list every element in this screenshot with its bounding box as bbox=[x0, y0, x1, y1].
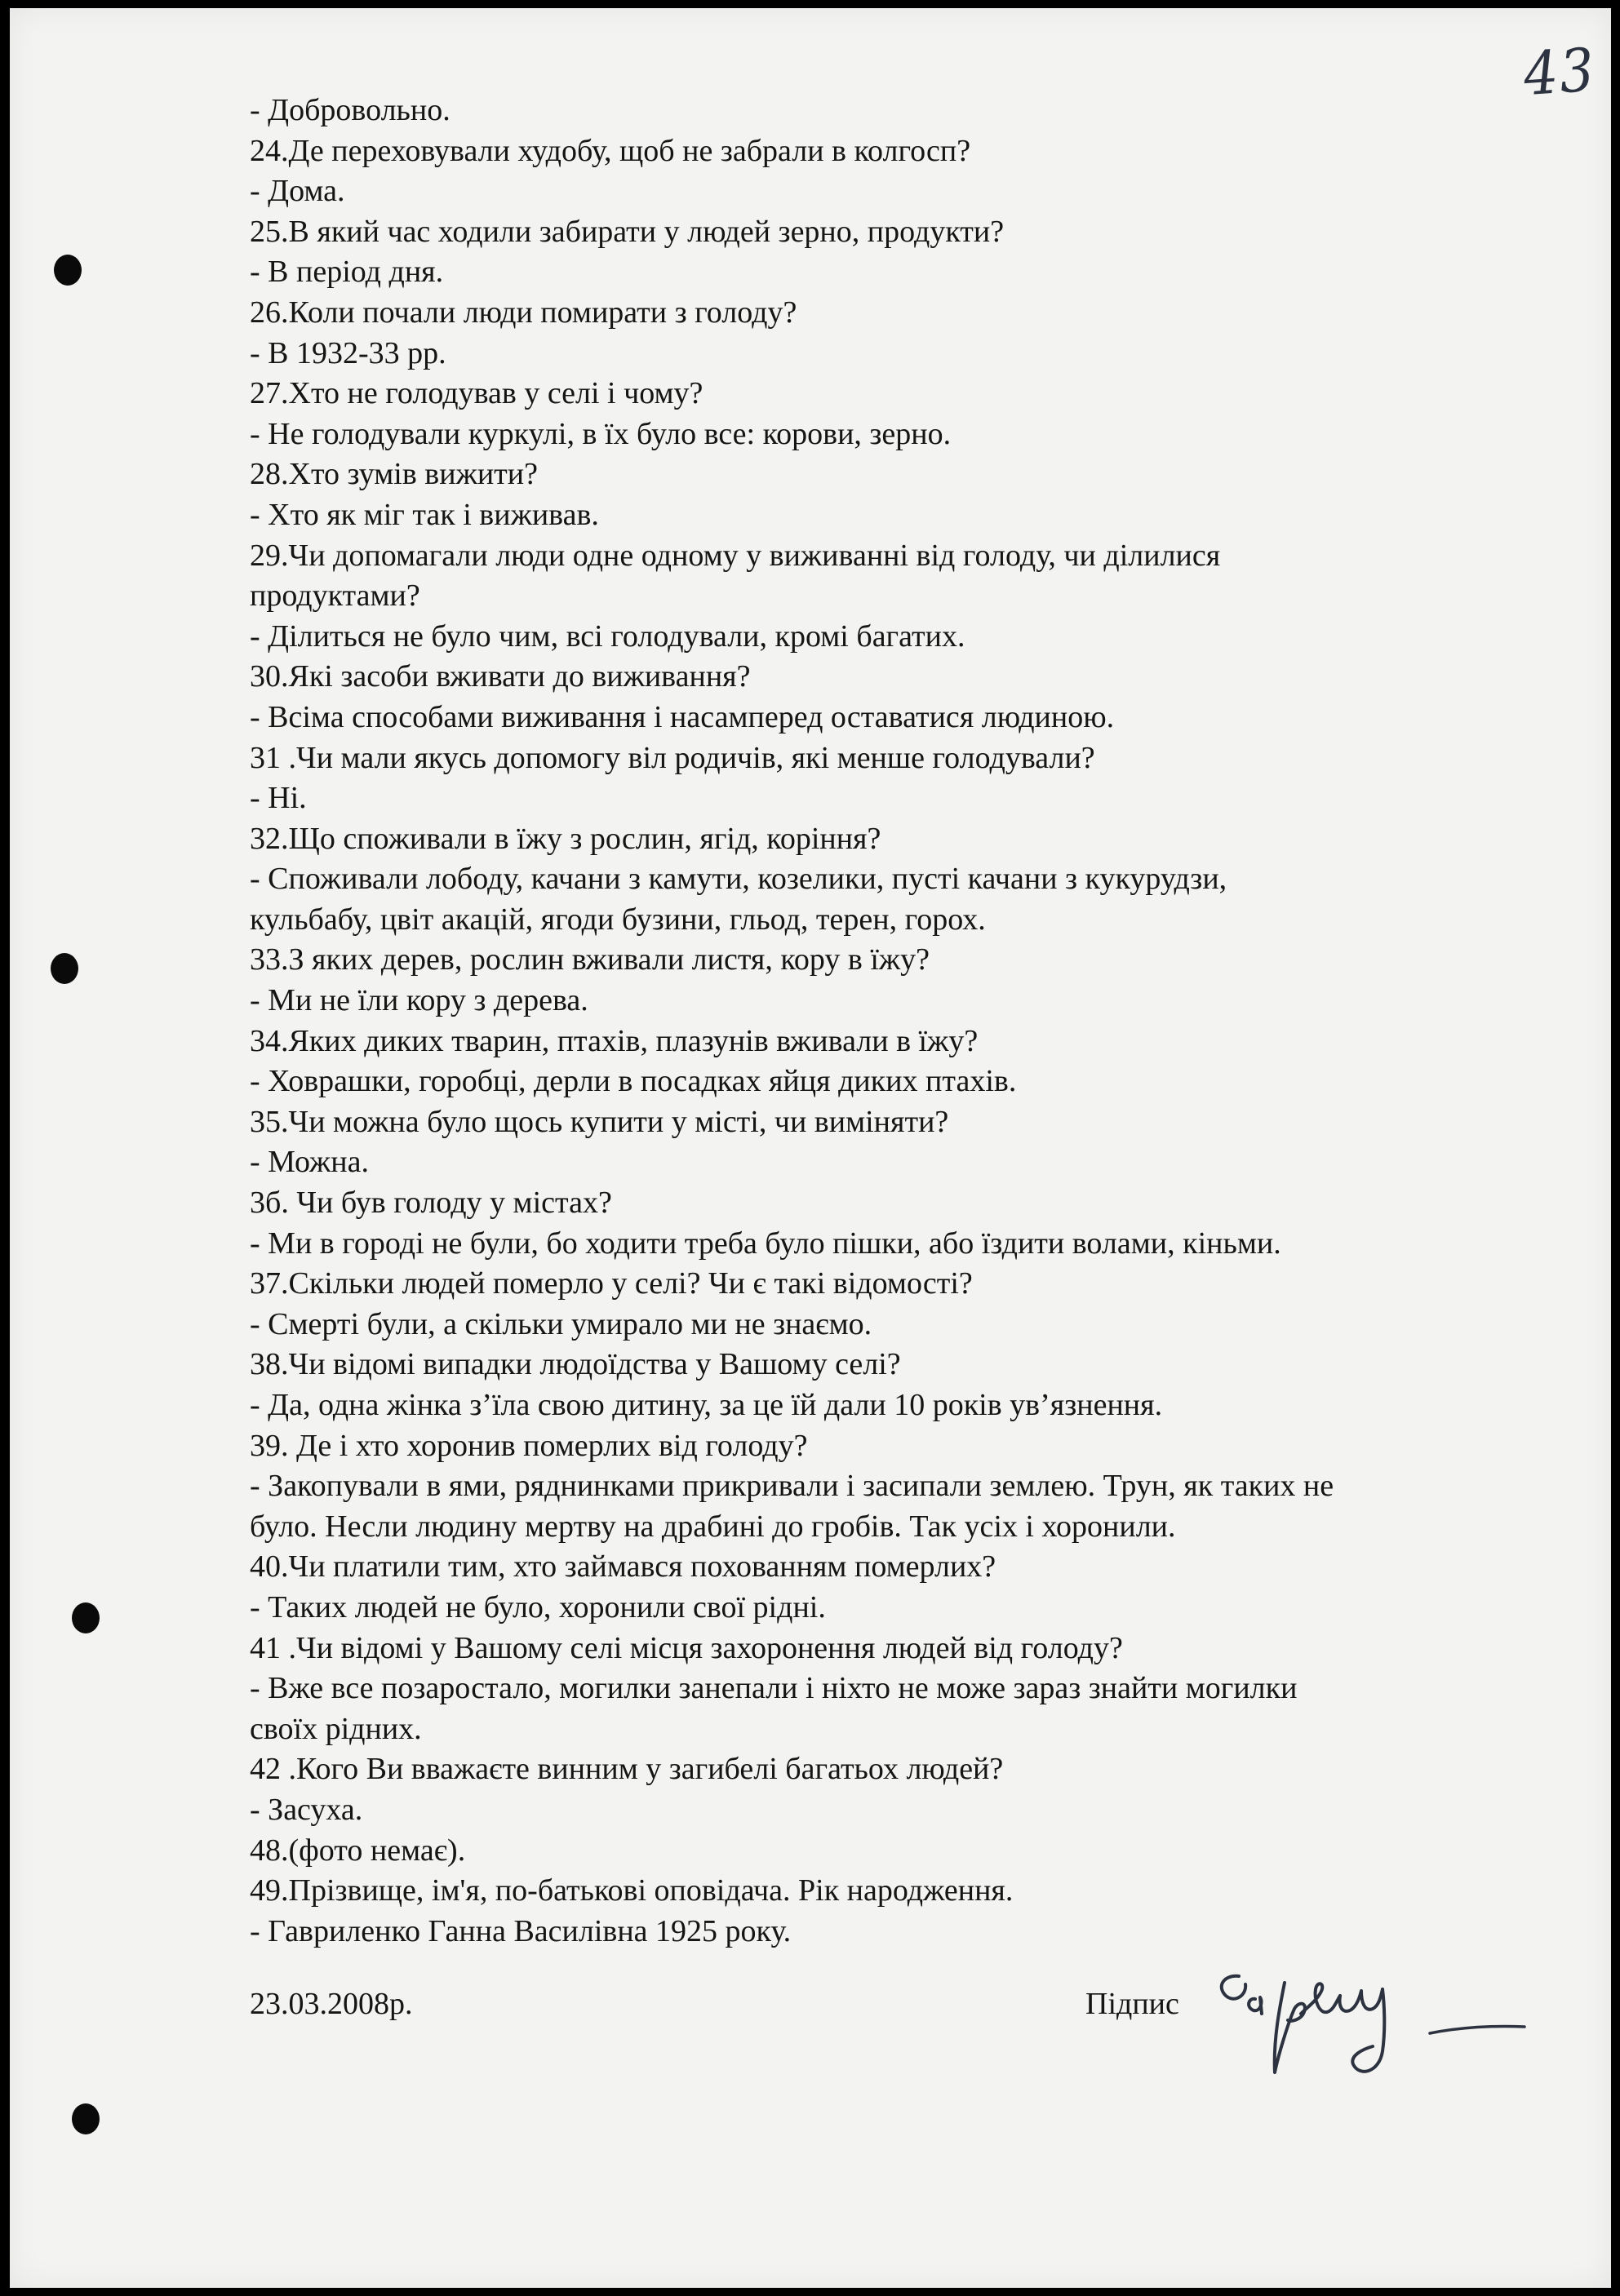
text-line: 32.Що споживали в їжу з рослин, ягід, коріння? bbox=[250, 821, 881, 856]
punch-hole-2 bbox=[51, 953, 78, 984]
text-line: - Ні. bbox=[250, 781, 307, 816]
text-line: - В період дня. bbox=[250, 255, 444, 290]
text-line: - Таких людей не було, хоронили свої рідні. bbox=[250, 1589, 826, 1624]
interview-text bbox=[250, 91, 1588, 1952]
text-line: 30.Які засоби вживати до виживання? bbox=[250, 659, 751, 694]
text-line: - Закопували в ями, ряднинками прикривали і засипали землею. Трун, як таких не bbox=[250, 1469, 1334, 1504]
text-line: - Всіма способами виживання і насамперед оставатися людиною. bbox=[250, 699, 1115, 734]
text-line: - Не голодували куркулі, в їх було все: корови, зерно. bbox=[250, 416, 952, 451]
text-line: - Хто як міг так і виживав. bbox=[250, 497, 599, 532]
punch-hole-3 bbox=[72, 1602, 100, 1633]
text-line: 37.Скільки людей померло у селі? Чи є такі відомості? bbox=[250, 1266, 973, 1301]
text-line: - В 1932-33 рр. bbox=[250, 335, 446, 370]
text-line: продуктами? bbox=[250, 578, 420, 614]
text-line: 42 .Кого Ви вважаєте винним у загибелі багатьох людей? bbox=[250, 1752, 1004, 1787]
text-line: 25.В який час ходили забирати у людей зерно, продукти? bbox=[250, 214, 1005, 249]
text-line: 38.Чи відомі випадки людоїдства у Вашому селі? bbox=[250, 1347, 901, 1382]
text-line: - Ховрашки, горобці, дерли в посадках яйця диких птахів. bbox=[250, 1064, 1017, 1099]
date: 23.03.2008р. bbox=[250, 1987, 413, 2021]
text-line: 3б. Чи був голоду у містах? bbox=[250, 1186, 612, 1221]
text-line: - Добровольно. bbox=[250, 93, 450, 127]
text-line: 29.Чи допомагали люди одне одному у виживанні від голоду, чи ділилися bbox=[250, 538, 1221, 573]
text-line: - Ми в городі не були, бо ходити треба було пішки, або їздити волами, кіньми. bbox=[250, 1226, 1281, 1261]
text-line: 31 .Чи мали якусь допомогу віл родичів, які менше голодували? bbox=[250, 740, 1095, 775]
text-line: 24.Де переховували худобу, щоб не забрали в колгосп? bbox=[250, 133, 971, 168]
text-line: 48.(фото немає). bbox=[250, 1833, 466, 1868]
text-line: 28.Хто зумів вижити? bbox=[250, 457, 538, 492]
text-line: - Споживали лободу, качани з камути, козелики, пусті качани з кукурудзи, bbox=[250, 862, 1227, 897]
text-line: - Гавриленко Ганна Василівна 1925 року. bbox=[250, 1913, 792, 1948]
text-line: 26.Коли почали люди помирати з голоду? bbox=[250, 295, 797, 330]
punch-hole-1 bbox=[54, 255, 82, 286]
text-line: 35.Чи можна було щось купити у місті, чи виміняти? bbox=[250, 1104, 949, 1139]
text-line: - Ми не їли кору з дерева. bbox=[250, 983, 588, 1018]
document-page bbox=[10, 8, 1611, 2288]
page-number: 43 bbox=[1521, 35, 1598, 109]
text-line: - Смерті були, а скільки умирало ми не знаємо. bbox=[250, 1306, 872, 1341]
text-line: 40.Чи платили тим, хто займався похованням померлих? bbox=[250, 1549, 996, 1585]
text-line: - Вже все позаростало, могилки занепали і ніхто не може зараз знайти могилки bbox=[250, 1671, 1298, 1706]
text-line: 33.З яких дерев, рослин вживали листя, кору в їжу? bbox=[250, 942, 930, 977]
text-line: 27.Хто не голодував у селі і чому? bbox=[250, 376, 703, 411]
punch-hole-4 bbox=[72, 2103, 100, 2134]
text-line: 49.Прізвище, ім'я, по-батькові оповідача. Рік народження. bbox=[250, 1873, 1014, 1908]
text-line: - Засуха. bbox=[250, 1792, 363, 1827]
text-line: - Да, одна жінка з’їла свою дитину, за це їй дали 10 років ув’язнення. bbox=[250, 1388, 1163, 1422]
text-line: своїх рідних. bbox=[250, 1711, 422, 1746]
text-line: 39. Де і хто хоронив померлих від голоду? bbox=[250, 1428, 808, 1463]
text-line: було. Несли людину мертву на драбині до гробів. Так усіх і хоронили. bbox=[250, 1509, 1176, 1544]
signature-label: Підпис bbox=[1085, 1987, 1179, 2021]
text-line: 34.Яких диких тварин, птахів, плазунів вживали в їжу? bbox=[250, 1023, 979, 1058]
text-line: - Ділиться не було чим, всі голодували, кромі багатих. bbox=[250, 618, 965, 654]
text-line: - Можна. bbox=[250, 1145, 370, 1180]
text-line: - Дома. bbox=[250, 174, 345, 209]
handwritten-signature bbox=[1209, 1950, 1536, 2089]
text-line: кульбабу, цвіт акацій, ягоди бузини, гльод, терен, горох. bbox=[250, 902, 986, 937]
text-line: 41 .Чи відомі у Вашому селі місця захоронення людей від голоду? bbox=[250, 1630, 1123, 1665]
